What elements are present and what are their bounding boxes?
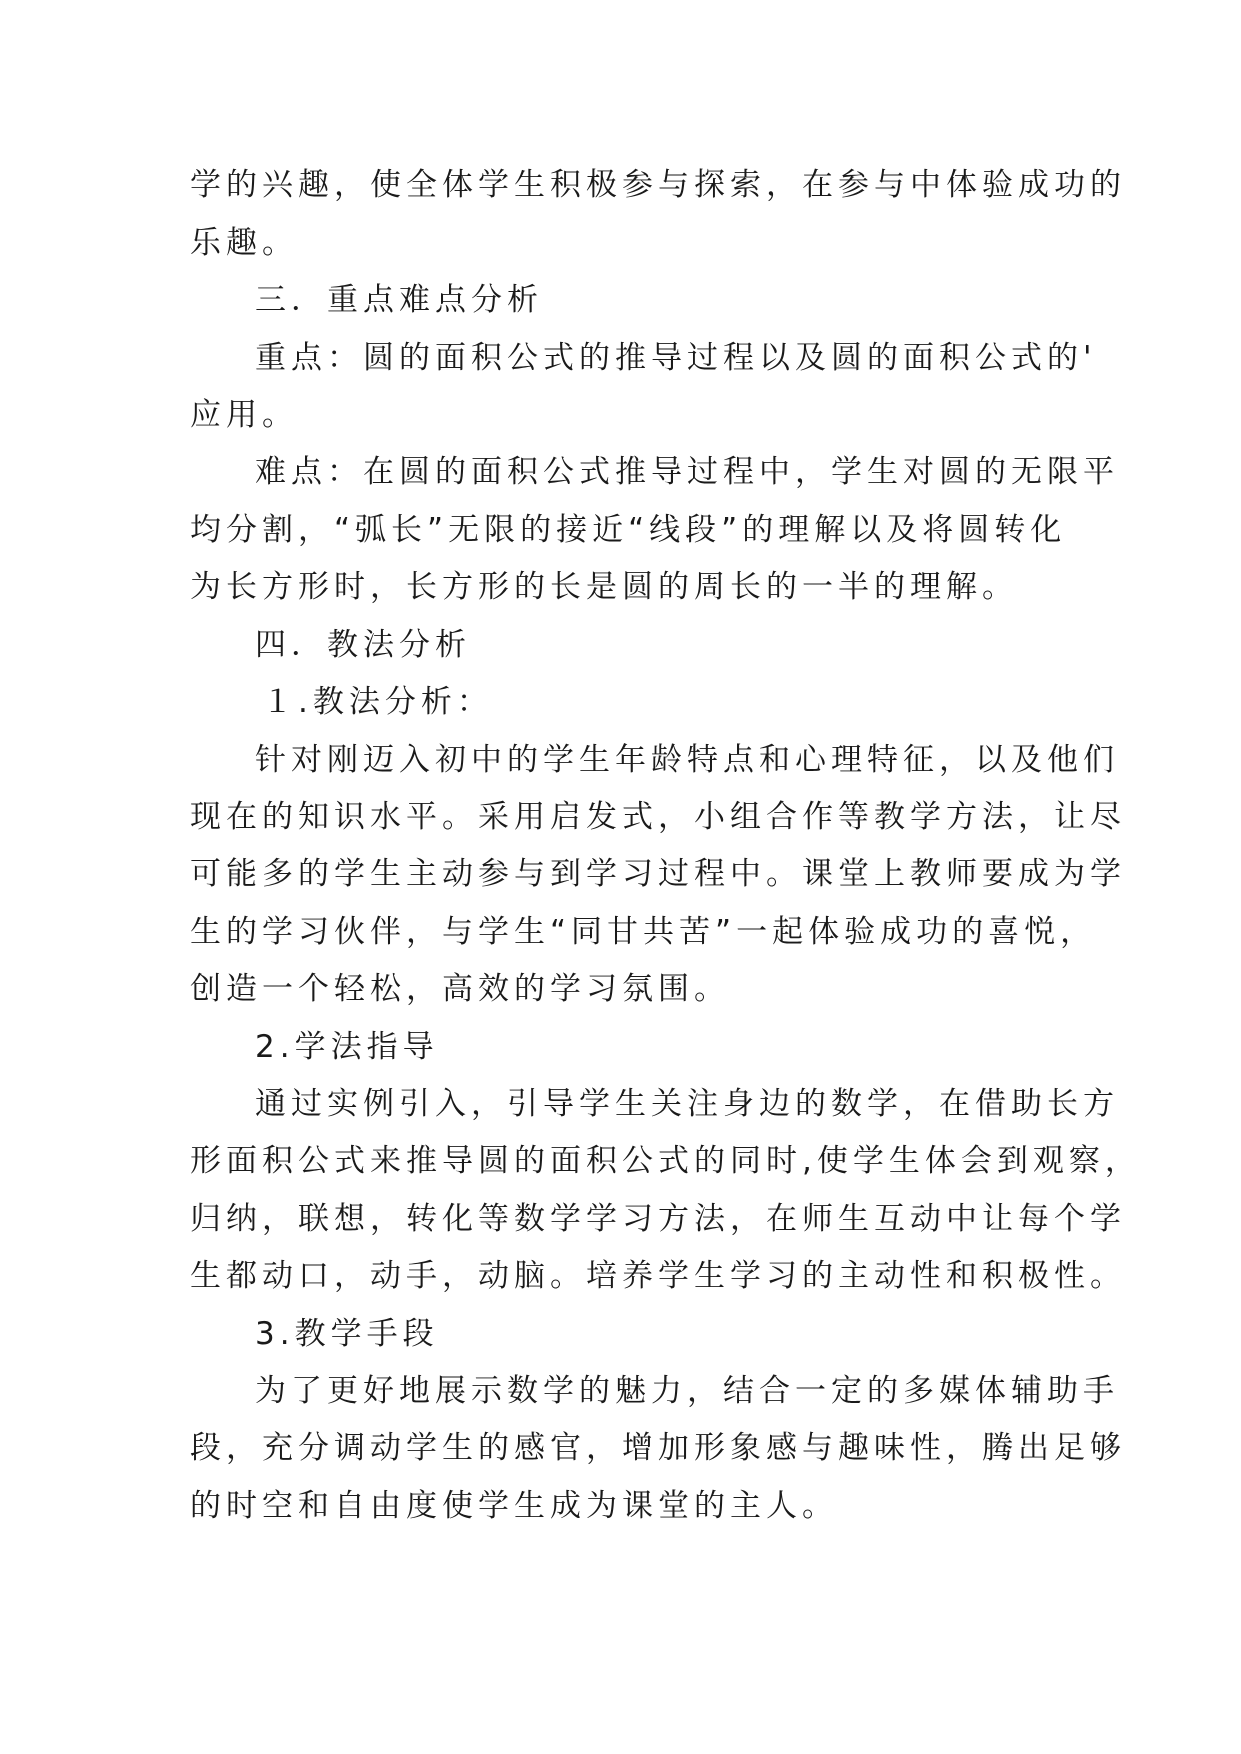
paragraph-line: 均分割，“弧长”无限的接近“线段”的理解以及将圆转化 [190, 512, 1067, 548]
paragraph-line: 重点：圆的面积公式的推导过程以及圆的面积公式的' [255, 340, 1097, 376]
paragraph-line: 现在的知识水平。采用启发式，小组合作等教学方法，让尽 [190, 799, 1126, 835]
paragraph-line: 为长方形时，长方形的长是圆的周长的一半的理解。 [190, 569, 1018, 605]
paragraph-line: 为了更好地展示数学的魅力，结合一定的多媒体辅助手 [255, 1373, 1119, 1409]
paragraph-line: 创造一个轻松，高效的学习氛围。 [190, 971, 730, 1007]
section-heading: 四．教法分析 [255, 627, 471, 663]
paragraph-line: 应用。 [190, 397, 298, 433]
paragraph-line: 生都动口，动手，动脑。培养学生学习的主动性和积极性。 [190, 1258, 1126, 1294]
paragraph-line: 学的兴趣，使全体学生积极参与探索，在参与中体验成功的 [190, 167, 1126, 203]
paragraph-line: 乐趣。 [190, 225, 298, 261]
paragraph-line: 段，充分调动学生的感官，增加形象感与趣味性，腾出足够 [190, 1430, 1126, 1466]
paragraph-line: 难点：在圆的面积公式推导过程中，学生对圆的无限平 [255, 454, 1119, 490]
subsection-heading: 3.教学手段 [255, 1316, 439, 1352]
paragraph-line: 生的学习伙伴，与学生“同甘共苦”一起体验成功的喜悦， [190, 914, 1097, 950]
section-heading: 三．重点难点分析 [255, 282, 543, 318]
paragraph-line: 可能多的学生主动参与到学习过程中。课堂上教师要成为学 [190, 856, 1126, 892]
paragraph-line: 通过实例引入，引导学生关注身边的数学，在借助长方 [255, 1086, 1119, 1122]
paragraph-line: 的时空和自由度使学生成为课堂的主人。 [190, 1488, 838, 1524]
subsection-heading: 2.学法指导 [255, 1029, 439, 1065]
paragraph-line: 形面积公式来推导圆的面积公式的同时,使学生体会到观察， [190, 1143, 1141, 1179]
paragraph-line: 归纳，联想，转化等数学学习方法，在师生互动中让每个学 [190, 1201, 1126, 1237]
subsection-heading: １.教法分析： [262, 684, 493, 720]
paragraph-line: 针对刚迈入初中的学生年龄特点和心理特征，以及他们 [255, 742, 1119, 778]
